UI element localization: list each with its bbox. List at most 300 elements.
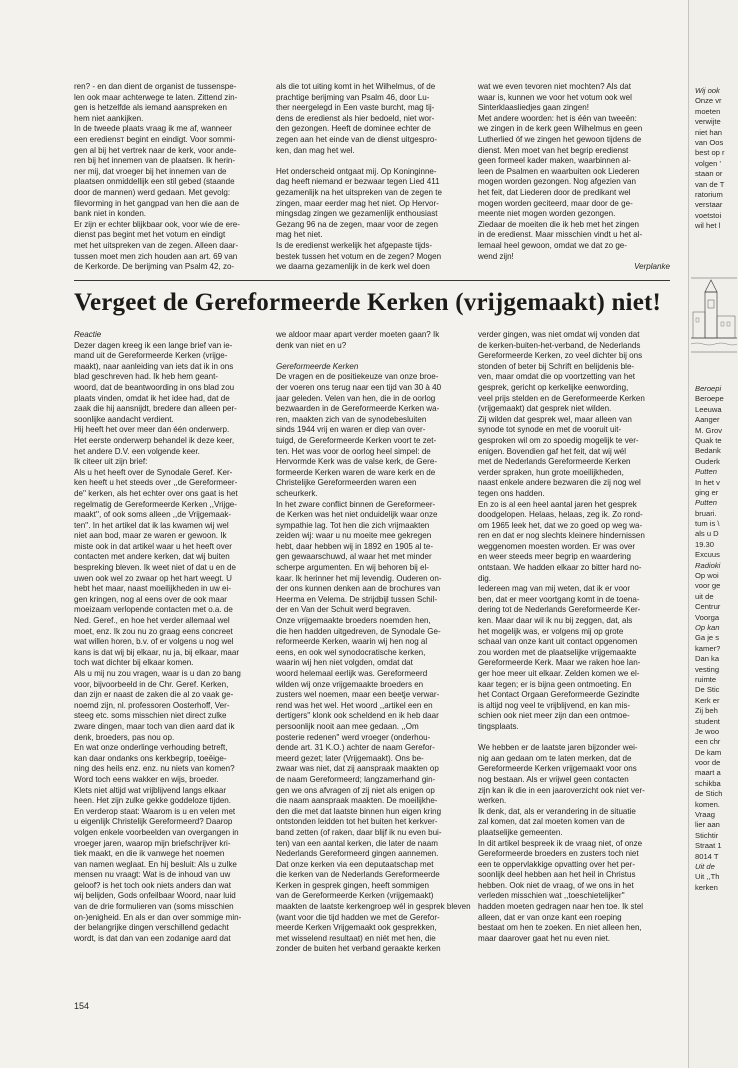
text-line: Klets niet altijd wat vrijblijvend langs elkaar xyxy=(74,785,227,795)
text-line: gen is hetzelfde als iemand aanspreken en xyxy=(74,103,227,113)
text-line: moet, enz. Ik zou nu zo graag eens concreet xyxy=(74,626,233,636)
text-line: het feit, dat Liederen door de predikant wel xyxy=(478,187,631,197)
text-line: Heerma en Velema. De strijdbijl tussen Schil- xyxy=(276,594,438,604)
text-line: En wat onze onderlinge verhouding betreft, xyxy=(74,743,228,753)
text-line: ken. Maar daar wil ik nu bij zeggen, dat, als xyxy=(478,616,633,626)
text-line: Gereformeerde broeders en zusters toch niet xyxy=(478,849,639,859)
text-line: den gezongen. Heeft de dominee echter de xyxy=(276,124,431,134)
text-line: ontstonden leidden tot het buiten het kerkver- xyxy=(276,817,438,827)
text-line: der en Van der Schuit werd begraven. xyxy=(276,605,411,615)
text-line: een chr xyxy=(695,737,721,747)
text-line: plaatsen onmiddellijk een stil gebed (staande xyxy=(74,177,235,187)
top-column-3 xyxy=(478,82,670,273)
text-line: bruari. xyxy=(695,508,717,518)
article-column-2 xyxy=(276,330,474,955)
text-line: verder spraken, hun grote moeilijkheden, xyxy=(478,467,624,477)
text-line: het mogelijk was, er volgens mij op grote xyxy=(478,626,624,636)
text-line: niet han xyxy=(695,127,723,137)
text-line: der belangrijke dingen verschillend gedacht xyxy=(74,923,229,933)
text-line: Ga je s xyxy=(695,633,720,643)
text-line: wat we even tevoren niet mochten? Als dat xyxy=(478,82,631,91)
text-line: lier aan xyxy=(695,820,720,830)
article-column-1 xyxy=(74,330,270,944)
text-line: gen gewaarschuwd, al waar het met minder xyxy=(276,552,432,562)
text-line: denk van niet en u? xyxy=(276,340,347,350)
text-line: Quak te xyxy=(695,435,722,445)
text-line: tegen ons hadden. xyxy=(478,488,545,498)
text-line: geen formeel kader maken, waarbinnen al- xyxy=(478,156,631,166)
text-line: de naam Gereformeerd; langzamerhand gin- xyxy=(276,774,436,784)
text-line: schien ook niet meer zijn dan een ontmoe- xyxy=(478,711,630,721)
text-line: Ik citeer uit zijn brief: xyxy=(74,457,148,467)
text-line: ken, dan mag het wel. xyxy=(276,145,355,155)
text-line: een te oppervlakkige opvatting over het per- xyxy=(478,859,636,869)
text-line: meerd gezet; later (Vrijgemaakt). Ons be- xyxy=(276,753,424,763)
text-line: gesproken wil om zo spoedig mogelijk te ver- xyxy=(478,435,639,445)
text-line: woord, dat de beantwoording in ons blad zou xyxy=(74,382,235,392)
text-line: de kerken-buiten-het-verband, de Nederlands xyxy=(478,340,641,350)
text-line: Sinterklaasliedjes gaan zingen! xyxy=(478,103,589,113)
text-line: vesting xyxy=(695,664,720,674)
paragraph-gap xyxy=(276,351,474,362)
text-line: de Kerkorde. De berijming van Psalm 42, zo- xyxy=(74,262,235,272)
text-line: dende art. 31 K.O.) achter de naam Gerefor- xyxy=(276,743,435,753)
text-line: rend was het wel. Het woord ,,artikel een en xyxy=(276,700,433,710)
text-line: een erediensт begint en eindigt. Voor sommi- xyxy=(74,134,236,144)
text-line: on-)enigheid. En als er dan over sommige min- xyxy=(74,912,242,922)
text-line: band zetten (of raken, daar blijf ik nu even bui- xyxy=(276,827,442,837)
text-line: scherpe argumenten. En wij behoren bij el- xyxy=(276,563,429,573)
text-line: ner mij, dat vroeger bij het innemen van de xyxy=(74,166,227,176)
text-line: hebt het maar, naast moeilijkheden in uw ei- xyxy=(74,584,232,594)
page-number: 154 xyxy=(74,1001,90,1011)
text-line: Stichtir xyxy=(695,830,719,840)
text-line: hadden moeten gedragen naar hen toe. Ik stel xyxy=(478,902,644,912)
text-line: uwen ook wel zo zwaar op het hart weegt. U xyxy=(74,573,232,583)
text-line: steeg etc. soms misschien niet direct zulke xyxy=(74,711,227,721)
text-line: weggenomen moesten worden. Er was over xyxy=(478,541,635,551)
text-line: het Contact Orgaan Gereformeerde Gezindte xyxy=(478,690,640,700)
text-line: kerken xyxy=(695,882,718,892)
text-line: sympathie lag. Tot hen die zich vrijmaakten xyxy=(276,520,430,530)
text-line: zaak die hij aansnijdt, bredere dan alleen per- xyxy=(74,404,237,414)
text-line: verder gingen, was niet omdat wij vonden dat xyxy=(478,330,640,339)
text-line: Straat 1 xyxy=(695,841,722,851)
text-line: plaats vinden, omdat ik het idee had, dat de xyxy=(74,393,230,403)
text-line: bank niet in konden. xyxy=(74,209,147,219)
text-line: den die met dat laatste binnen hun eigen kring xyxy=(276,806,442,816)
text-line: De kam xyxy=(695,747,722,757)
text-line: verwijte xyxy=(695,117,721,127)
text-line: In dit artikel bespreek ik de vraag niet, of onze xyxy=(478,838,643,848)
text-line: schaal van onze kant uit contact opgenomen xyxy=(478,637,638,647)
text-line: noemd zijn, nl. professoren Oosterhoff, Ver- xyxy=(74,700,230,710)
text-line: tingsplaats. xyxy=(478,721,519,731)
text-line: Lutherlied óf we zingen het gewoon tijdens de xyxy=(478,134,642,144)
church-sketch-illustration xyxy=(691,272,737,356)
text-line: dertigers'' klonk ook scheldend en ik heb daar xyxy=(276,711,439,721)
text-line: ger hoe meer uit elkaar. Zelden komen we el- xyxy=(478,669,640,678)
text-line: kamer? xyxy=(695,643,721,653)
text-line: mogen worden geciteerd, maar door de ge- xyxy=(478,198,633,208)
text-line: hem niet aankijken. xyxy=(74,113,144,123)
text-line: ning des heils enz. enz. nu niets van komen? xyxy=(74,764,235,774)
text-line: Gezang 96 na de zegen, maar voor de zegen xyxy=(276,219,438,229)
text-line: maakt'', of ook soms alleen ,,de Vrijgemaak- xyxy=(74,510,232,520)
text-line: contacten met andere kerken, dat wij buiten xyxy=(74,552,230,562)
text-line: we zingen in de kerk geen Wilhelmus en geen xyxy=(478,124,643,134)
text-line: Bedank xyxy=(695,446,721,456)
text-line: niet aan bod, maar ze waren er gewoon. Ik xyxy=(74,531,227,541)
text-line: vroeger jaren, waarop mijn briefschrijver kri- xyxy=(74,838,231,848)
text-line: meente niet mogen worden gezongen. xyxy=(478,209,616,219)
text-line: reformeerde Kerken, waarin wij hen nog al xyxy=(276,637,428,647)
text-line: moeizaam verlopende contacten met o.a. de xyxy=(74,605,233,615)
text-line: zegen aan het einde van de dienst uitgespro- xyxy=(276,134,438,144)
text-line: maar daarover gaat het nu even niet. xyxy=(478,933,610,943)
text-line: we daarna gezamenlijk in de kerk wel doen xyxy=(276,262,430,272)
text-line: posterie redenen'' werd vroeger (onderhou- xyxy=(276,732,431,742)
text-line: voor ge xyxy=(695,581,721,591)
text-line: maart a xyxy=(695,768,721,778)
text-line: formeerde Kerken waren de ware kerk en de xyxy=(276,467,436,477)
text-line: tum is \ xyxy=(695,519,720,529)
text-line: best op r xyxy=(695,148,725,158)
text-line: Beroepi xyxy=(695,384,722,393)
text-line: die naam aanspraak maakten. De moeilijkhe- xyxy=(276,796,438,806)
text-line: prachtige berijming van Psalm 46, door Lu- xyxy=(276,92,430,102)
text-line: (vrijgemaakt) dat gesprek niet wilden. xyxy=(478,404,612,414)
text-line: student xyxy=(695,716,720,726)
text-line: Uit de xyxy=(695,861,715,871)
text-line: Gereformeerde Kerken, zo veel dichter bij ons xyxy=(478,351,643,361)
text-line: van namen weglaat. En hij besluit: Als u zulke xyxy=(74,859,237,869)
paragraph-gap xyxy=(276,156,474,167)
text-line: jaar geleden. Velen van hen, die in de oorlog xyxy=(276,393,436,403)
text-line: voor, bijvoorbeeld in de Chr. Geref. Kerken, xyxy=(74,679,229,689)
text-line: zware dingen, maar toch van dien aard dat ik xyxy=(74,721,235,731)
text-line: dering tot de Nederlands Gereformeerde Ker- xyxy=(478,605,641,615)
text-line: tuigd, de Gereformeerde Kerken voort te zet- xyxy=(276,435,437,445)
text-line: uit de xyxy=(695,591,714,601)
top-column-2 xyxy=(276,82,474,273)
text-line: is altijd nog veel te vrijblijvend, en kan mis- xyxy=(478,700,631,710)
text-line: wordt, is dat dan van een zodanige aard dat xyxy=(74,933,231,943)
text-line: gezamenlijk na het uitspreken van de zegen te xyxy=(276,187,442,197)
text-line: dienst pas begint met het votum en eindigt xyxy=(74,230,226,240)
text-line: om 1965 leek het, dat we zo goed op weg wa- xyxy=(478,520,643,530)
text-line: plaatselijke gemeenten. xyxy=(478,827,563,837)
text-line: mand uit de Gereformeerde Kerken (vrijge- xyxy=(74,351,228,361)
text-line: bestek tussen het votum en de zegen? Mogen xyxy=(276,251,442,261)
text-line: ben, dat er meer voortgang komt in de toena- xyxy=(478,594,640,604)
text-line: lemaal heel gewoon, omdat we dat zo ge- xyxy=(478,240,627,250)
text-line: Op woi xyxy=(695,571,719,581)
text-line: Word toch eens wakker en wijs, broeder. xyxy=(74,774,219,784)
text-line: regelmatig de Gereformeerde Kerken ,,Vrijge- xyxy=(74,499,237,509)
text-line: die hen hadden uitgedreven, de Synodale Ge- xyxy=(276,626,441,636)
text-line: zingen, maar eerder mag het niet. Op Hervor- xyxy=(276,198,439,208)
text-line: Kerken in gesprek gingen, heeft sommigen xyxy=(276,880,429,890)
text-line: miste ook in dat artikel waar u het heeft over xyxy=(74,541,232,551)
text-line: waarin wij hen niet volgden, omdat dat xyxy=(276,658,413,668)
text-line: maakt), naar aanleiding van iets dat ik in ons xyxy=(74,361,234,371)
text-line: Aanger xyxy=(695,415,720,425)
text-line: M. Grov xyxy=(695,425,723,435)
text-line: (want voor die tijd hadden we met de Gerefor- xyxy=(276,912,440,922)
text-line: ken heeft u het steeds over ,,de Gereformeer- xyxy=(74,478,238,488)
text-line: Onze vr xyxy=(695,96,722,106)
text-line: alleen, dat er van onze kant een roeping xyxy=(478,912,622,922)
text-line: zeiden wij: waar u nu moeite mee gekregen xyxy=(276,531,432,541)
text-line: Met andere woorden: het is één van tweeën: xyxy=(478,113,637,123)
text-line: de Stich xyxy=(695,789,723,799)
text-line: scheurkerk. xyxy=(276,488,318,498)
text-line: met de Nederlands Gereformeerde Kerken xyxy=(478,457,631,467)
text-line: Hervormde Kerk was de valse kerk, de Gere- xyxy=(276,457,437,467)
text-line: dag heeft niemand er bezwaar tegen Lied 411 xyxy=(276,177,440,187)
text-line: Zij beh xyxy=(695,706,718,716)
text-line: Op kan xyxy=(695,622,720,632)
text-line: soonlijke aandacht verdient. xyxy=(74,414,174,424)
text-line: wilden wij onze vrijgemaakte broeders en xyxy=(276,679,424,689)
text-line: Als u mij nu zou vragen, waar is u dan zo bang xyxy=(74,669,241,678)
section-subheading: Reactie xyxy=(74,330,102,339)
text-line: het andere D.V. een volgende keer. xyxy=(74,446,200,456)
text-line: door de mannen) werd gedaan. Met gevolg: xyxy=(74,187,231,197)
text-line: schikba xyxy=(695,778,721,788)
text-line: ren? - en dan dient de organist de tussenspe- xyxy=(74,82,237,91)
text-line: gen al bij het vertrek naar de kerk, voor ande- xyxy=(74,145,237,155)
text-line: De Stic xyxy=(695,685,720,695)
text-line: Beroepe xyxy=(695,394,724,404)
text-line: Als u het heeft over de Synodale Geref. Ker- xyxy=(74,467,233,477)
text-line: dan zijn er naast de zaken die al zo vaak ge- xyxy=(74,690,234,700)
text-line: de Kerken was het niet onduidelijk waar onze xyxy=(276,510,438,520)
text-line: blad geschreven had. Ik heb hem geant- xyxy=(74,372,219,382)
text-line: mensen nu vraagt: Wat is de inhoud van uw xyxy=(74,870,231,880)
text-line: Radioki xyxy=(695,560,721,570)
text-line: De vragen en de positiekeuze van onze broe- xyxy=(276,372,439,382)
text-line: mogen worden gezongen. Nog afgezien van xyxy=(478,177,636,187)
text-line: wat willen horen, b.v. of er volgens u nog wel xyxy=(74,637,234,647)
text-line: In het zware conflict binnen de Gereformeer- xyxy=(276,499,436,509)
text-line: Je woo xyxy=(695,726,720,736)
text-line: Gereformeerde Kerk. Maar we raken hoe lan- xyxy=(478,658,641,668)
text-line: Zij wilden dat gesprek wel, maar alleen van xyxy=(478,414,632,424)
text-line: dienst. Men moet van het begrip eredienst xyxy=(478,145,629,155)
text-line: meerde Kerken Vrijgemaakt ook gesprekken, xyxy=(276,923,437,933)
text-line: Vraag xyxy=(695,810,715,820)
text-line: ven, maar omdat die op voortzetting van het xyxy=(478,372,636,382)
text-line: Centrur xyxy=(695,602,721,612)
text-line: Uit ,,Th xyxy=(695,872,720,882)
text-line: van de Gereformeerde Kerken (vrijgemaakt) xyxy=(276,891,434,901)
text-line: Nederlands Gereformeerd gingen aannemen. xyxy=(276,849,439,859)
text-line: woord helemaal eerlijk was. Gereformeerd xyxy=(276,669,428,678)
text-line: toch wat dichter bij elkaar komen. xyxy=(74,658,194,668)
text-line: volgen ' xyxy=(695,158,721,168)
text-line: Ik denk, dat, als er verandering in de situatie xyxy=(478,806,636,816)
text-line: En zo is al een heel aantal jaren het gesprek xyxy=(478,499,637,509)
text-line: wij belijden, Gods onfeilbaar Woord, naar luid xyxy=(74,891,236,901)
text-line: hebt, daar hebben wij in 1892 en 1905 al te- xyxy=(276,541,434,551)
text-line: ten. Het was voor de oorlog heel simpel: de xyxy=(276,446,431,456)
text-line: Iedereen mag van mij weten, dat ik er voor xyxy=(478,584,631,594)
right-page-edge xyxy=(688,0,738,1068)
text-line: voetstoi xyxy=(695,210,722,220)
text-line: zijn kan ik die in een jaaroverzicht ook niet ver- xyxy=(478,785,645,795)
text-line: naast enkele andere bezwaren die zij nog wel xyxy=(478,478,641,488)
text-line: heen. Het zijn zulke gekke goddeloze tijden. xyxy=(74,796,232,806)
text-line: zal komen, dat zal moeten komen van de xyxy=(478,817,625,827)
text-line: tussen moet men zich houden aan art. 69 van xyxy=(74,251,238,261)
right-page-bottom-text xyxy=(695,384,724,893)
text-line: Dat onze kerken via een deputaatschap met xyxy=(276,859,434,869)
text-line: waar is, kunnen we voor het votum ook wel xyxy=(478,92,632,102)
text-line: komen. xyxy=(695,799,720,809)
text-line: kaar. Ik herinner het mij levendig. Ouderen on- xyxy=(276,573,442,583)
text-line: wil het l xyxy=(695,221,721,231)
text-line: ren en dat er nog slechts kleinere hindernissen xyxy=(478,531,645,541)
text-line: van Oos xyxy=(695,137,724,147)
right-page-top-text xyxy=(695,86,725,231)
section-subheading: Gereformeerde Kerken xyxy=(276,361,359,371)
text-line: volgen enkele voorbeelden van overgangen in xyxy=(74,827,239,837)
text-line: denk, broeders, pas nou op. xyxy=(74,732,175,742)
text-line: ten) van een aantal kerken, die later de naam xyxy=(276,838,438,848)
text-line: Putten xyxy=(695,498,717,508)
text-line: van de T xyxy=(695,179,725,189)
text-line: Het onderscheid ontgaat mij. Op Koninginne- xyxy=(276,166,437,176)
text-line: ging er xyxy=(695,487,719,497)
text-line: mag het niet. xyxy=(276,230,323,240)
paragraph-gap xyxy=(478,733,670,744)
text-line: wend zijn! xyxy=(478,251,514,261)
text-line: 8014 T xyxy=(695,851,719,861)
text-line: zwaar was niet, dat zij aanspraak maakten op xyxy=(276,764,439,774)
text-line: verleden misschien wat ,,toeschietelijker'' xyxy=(478,891,625,901)
text-line: die kerken van de Nederlands Gereformeerde xyxy=(276,870,440,880)
text-line: zonder de buiten het verband geraakte kerken xyxy=(276,944,441,954)
text-line: zusters wel noemen, maar een beetje verwar- xyxy=(276,690,440,700)
text-line: kans is dat wij bij elkaar, nu ja, bij elkaar, maar xyxy=(74,647,240,657)
text-line: in de eredienst. Maar misschien vindt u het al- xyxy=(478,230,643,240)
text-line: kan daar ondanks ons kerkbegrip, toeëige- xyxy=(74,753,227,763)
text-line: en weer steeds meer begrip en waardering xyxy=(478,552,631,562)
section-divider xyxy=(74,280,670,281)
text-line: van de drie formulieren van (soms misschien xyxy=(74,902,234,912)
text-line: ontstaan. We hadden elkaar zo bitter hard no- xyxy=(478,563,642,573)
text-line: Excuus xyxy=(695,550,720,560)
text-line: Voorga xyxy=(695,612,720,622)
text-line: mingsdag zingen we gezamenlijk enthousiast xyxy=(276,209,438,219)
text-line: Gereformeerde Kerken vrijgemaakt voor ons xyxy=(478,764,637,774)
text-line: u eigenlijk Christelijk Gereformeerd? Daarop xyxy=(74,817,233,827)
text-line: hebben. Ook niet de vraag, of we ons in het xyxy=(478,880,634,890)
text-line: Dan ka xyxy=(695,654,720,664)
text-line: In de tweede plaats vraag ik me af, wanneer xyxy=(74,124,232,134)
text-line: 19.30 xyxy=(695,539,715,549)
text-line: de'' kerken, als het echter over ons gaat is het xyxy=(74,488,238,498)
text-line: persoonlijk nooit aan mee gedaan. ,,Om xyxy=(276,721,419,731)
text-line: verstaar xyxy=(695,200,723,210)
text-line: Kerk er xyxy=(695,695,720,705)
text-line: bespreking bleven. Ik weet niet of dat u en de xyxy=(74,563,236,573)
text-line: moeten xyxy=(695,106,721,116)
text-line: Is de eredienst werkelijk het afgepaste tijds- xyxy=(276,240,433,250)
text-line: eens, en ook wel synodocratische kerken, xyxy=(276,647,426,657)
text-line: ther neergelegd in Een vaste burcht, mag tij- xyxy=(276,103,435,113)
text-line: tiek maakt, en die ik vanwege het noemen xyxy=(74,849,225,859)
text-line: Christelijke Gereformeerden waren een xyxy=(276,478,417,488)
text-line: filevorming in het gangpad van hen die aan de xyxy=(74,198,240,208)
text-line: sinds 1944 vrij en waren er diep van over- xyxy=(276,425,426,435)
text-line: maakten de laatste kerkengroep wél in gesprek bleven xyxy=(276,902,471,912)
text-line: Ziedaar de moeiten die ik heb met het zingen xyxy=(478,219,640,229)
text-line: dig. xyxy=(478,573,491,583)
text-line: werken. xyxy=(478,796,507,806)
text-line: bezwaarden in de Gereformeerde Kerken wa- xyxy=(276,404,440,414)
text-line: dens de eredienst als hier bedoeld, niet wor- xyxy=(276,113,435,123)
text-line: soonlijk deel hebben aan het heil in Christus xyxy=(478,870,636,880)
author-signature: Verplanke xyxy=(634,262,670,272)
text-line: nig aan gedaan om te laten merken, dat de xyxy=(478,753,632,763)
text-line: We hebben er de laatste jaren bijzonder wei- xyxy=(478,743,638,753)
top-column-1 xyxy=(74,82,270,273)
article-headline: Vergeet de Gereformeerde Kerken (vrijgemaakt) niet! xyxy=(74,289,662,316)
text-line: Wij ook xyxy=(695,86,720,95)
text-line: veel prijs stelden en de Gereformeerde Kerken xyxy=(478,393,645,403)
text-line: met wisselend resultaat) en niét met hen, die xyxy=(276,933,436,943)
text-line: voor de xyxy=(695,758,721,768)
text-line: nog bestaan. Als er vrijwel geen contacten xyxy=(478,774,629,784)
text-line: len ook maar achterwege te laten. Zittend zin- xyxy=(74,92,238,102)
text-line: ten''. In het artikel dat ik las kwamen wij wel xyxy=(74,520,229,530)
text-line: ratorium xyxy=(695,189,723,199)
article-column-3 xyxy=(478,330,670,944)
text-line: zou worden met de plaatselijke vrijgemaakte xyxy=(478,647,637,657)
text-line: staan or xyxy=(695,169,723,179)
text-line: gesprek, gericht op kerkelijke eenwording, xyxy=(478,382,629,392)
text-line: Hij heeft het over meer dan één onderwerp. xyxy=(74,425,230,435)
text-line: doodgelopen. Helaas, helaas, zeg ik. Zo rond- xyxy=(478,510,643,520)
text-line: bestaat om hen te zoeken. En niet alleen hen, xyxy=(478,923,642,933)
text-line: Dezer dagen kreeg ik een lange brief van ie- xyxy=(74,340,233,350)
text-line: met het uitspreken van de zegen. Alleen daar- xyxy=(74,240,239,250)
text-line: als die tot uiting komt in het Wilhelmus, of de xyxy=(276,82,436,91)
text-line: ren, maakten zich van de synodebesluiten xyxy=(276,414,427,424)
text-line: En verderop staat: Waarom is u en velen met xyxy=(74,806,236,816)
text-line: In het v xyxy=(695,477,720,487)
text-line: der voeren ons terug naar een tijd van 30 à 40 xyxy=(276,382,442,392)
text-line: der ons kunnen denken aan de brochures van xyxy=(276,584,441,594)
text-line: Onze vrijgemaakte broeders noemden hen, xyxy=(276,616,431,626)
text-line: Het eerste onderwerp behandel ik deze keer, xyxy=(74,435,235,445)
text-line: we aldoor maar apart verder moeten gaan? Ik xyxy=(276,330,440,339)
text-line: stonden of beter bij Schrift en belijdenis ble- xyxy=(478,361,635,371)
text-line: gen we ons afvragen of zij niet als enigen op xyxy=(276,785,435,795)
text-line: gen kringen, nog al eens over de ook maar xyxy=(74,594,227,604)
text-line: Ouderk xyxy=(695,456,720,466)
text-line: synode tot synode en met de vooruit uit- xyxy=(478,425,622,435)
text-line: Er zijn er echter blijkbaar ook, voor wie de ere- xyxy=(74,219,240,229)
text-line: ruimte xyxy=(695,674,717,684)
text-line: Ned. Geref., en hoe het verder allemaal wel xyxy=(74,616,230,626)
text-line: leen de Psalmen en waarbuiten ook Liederen xyxy=(478,166,640,176)
text-line: als u D xyxy=(695,529,719,539)
text-line: ren bij het innemen van de plaatsen. Ik herin- xyxy=(74,156,236,166)
